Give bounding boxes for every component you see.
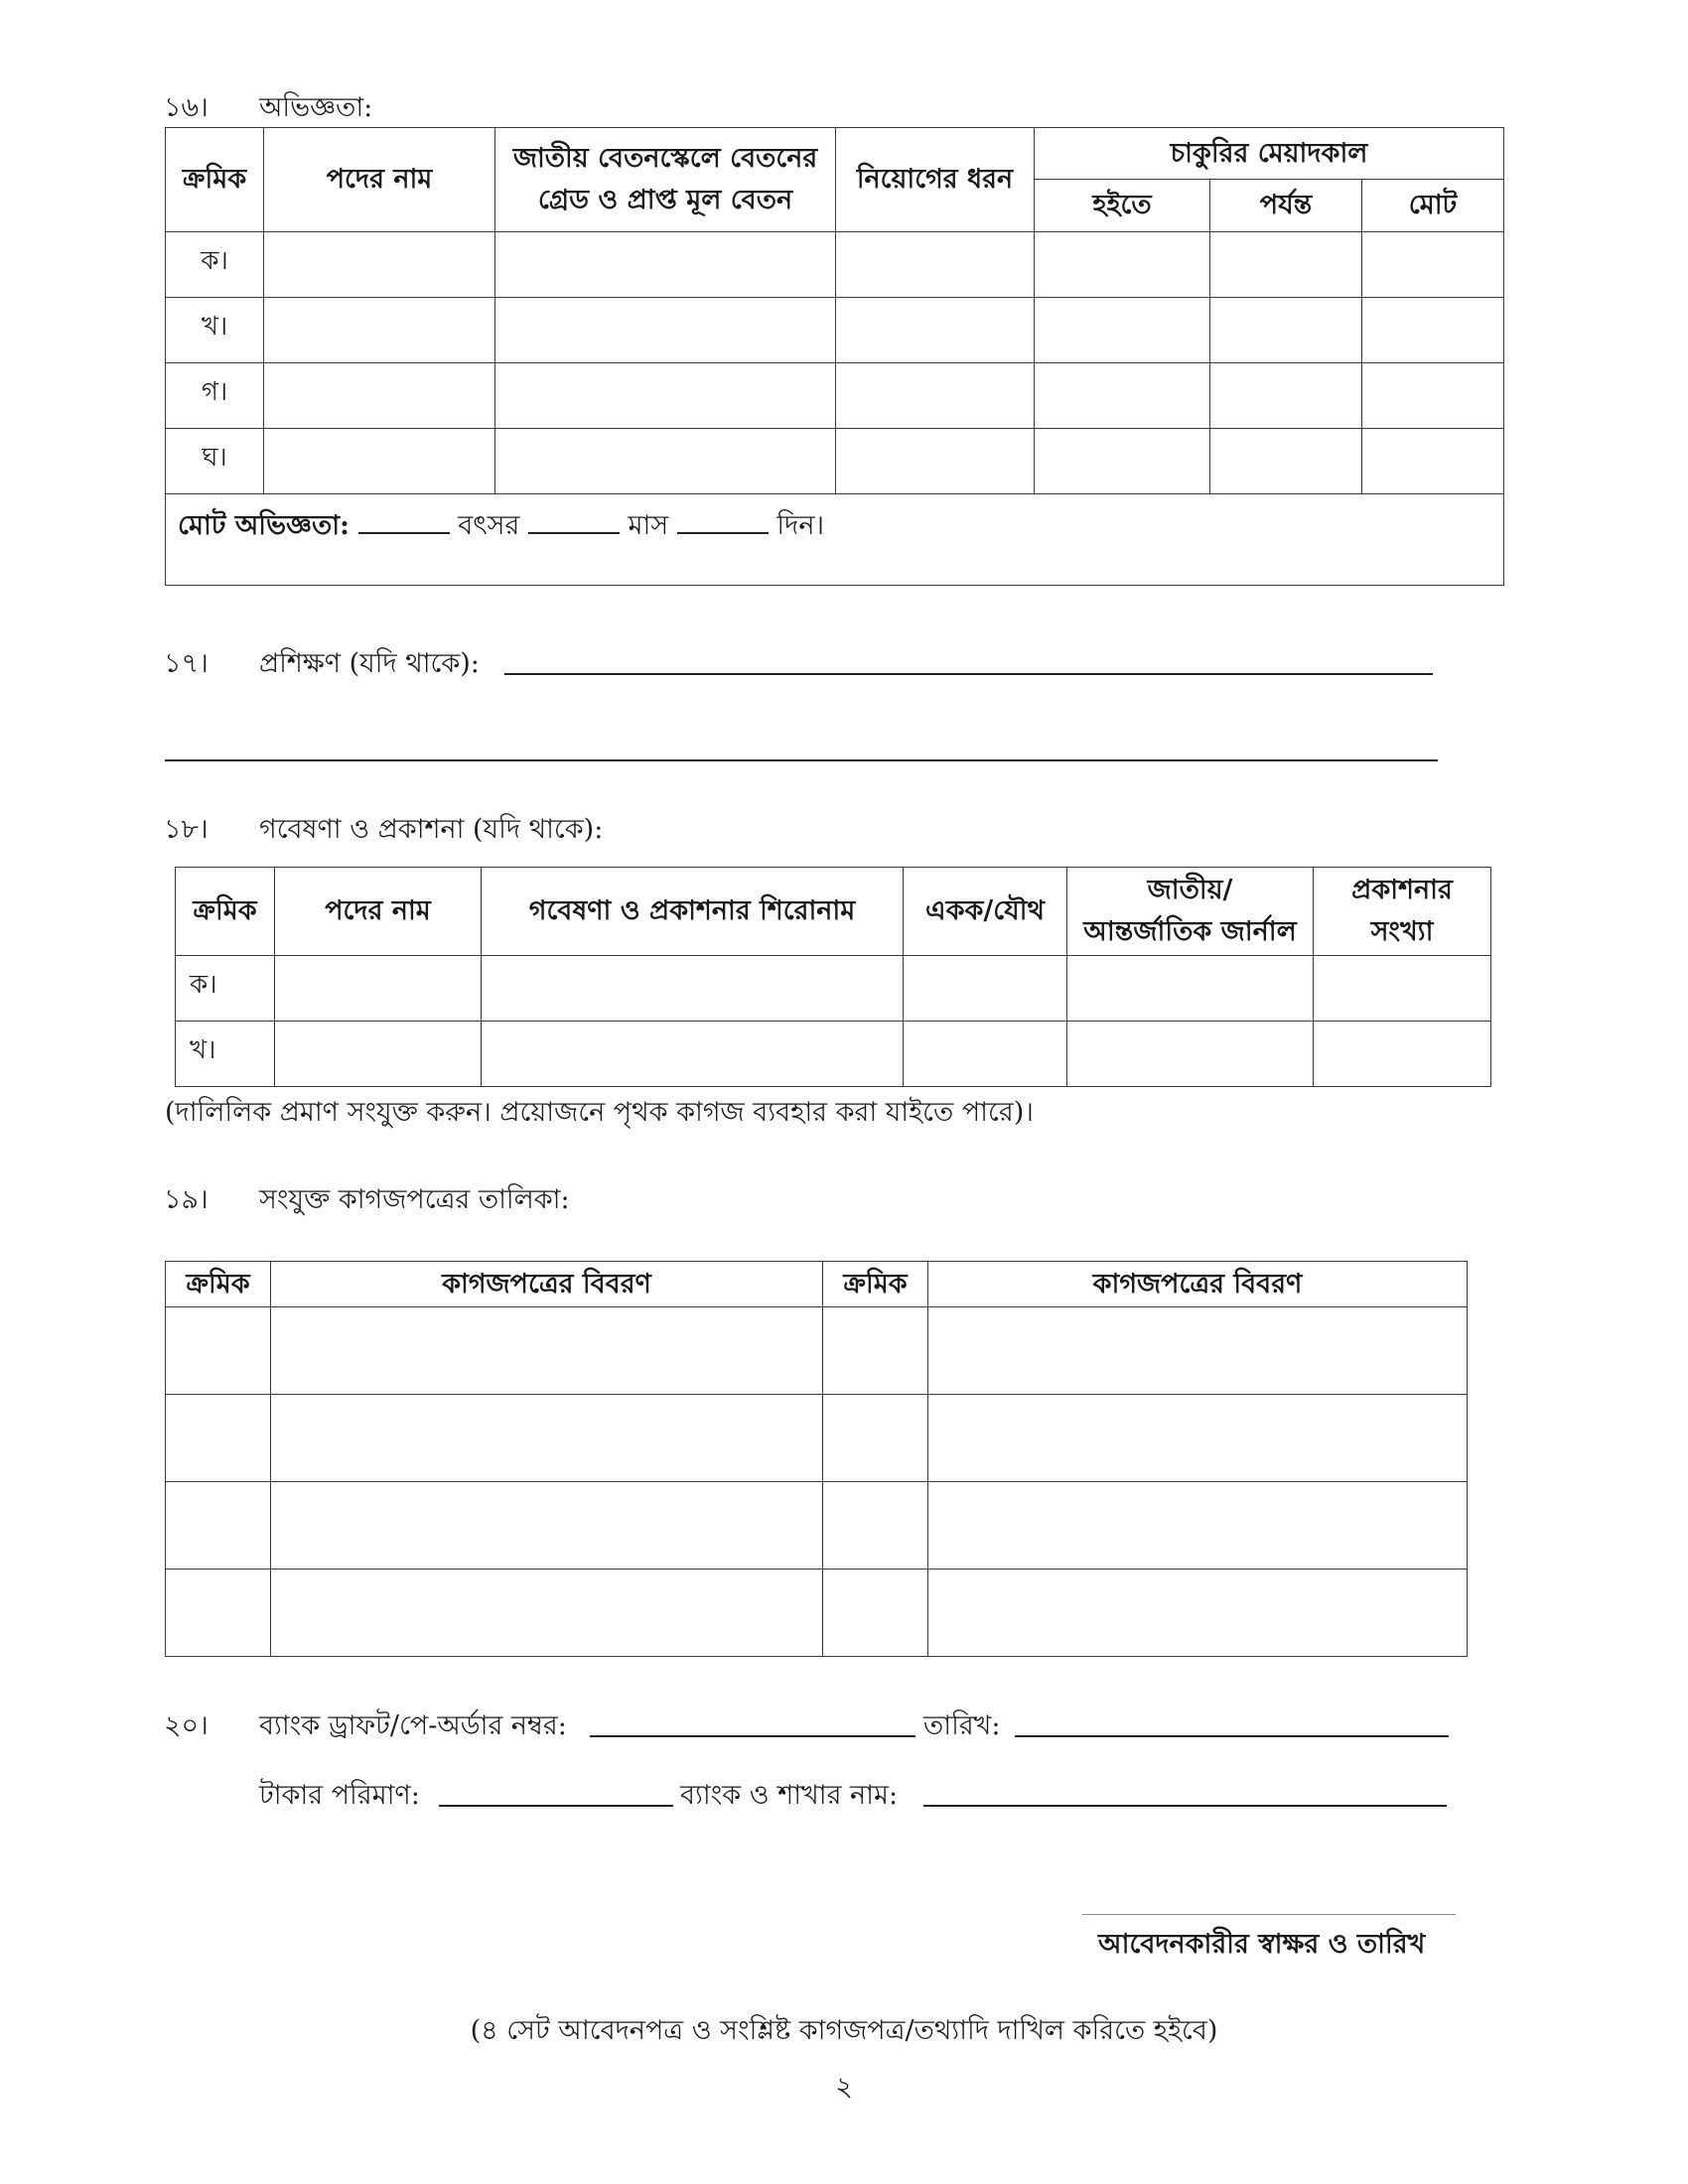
- documents-header-desc-b: কাগজপত্রের বিবরণ: [928, 1262, 1468, 1307]
- exp-cell-grade[interactable]: [495, 429, 836, 494]
- amount-field[interactable]: [439, 1805, 673, 1807]
- exp-header-post-name: পদের নাম: [264, 128, 495, 232]
- documents-header-serial-b: ক্রমিক: [823, 1262, 928, 1307]
- exp-cell-total[interactable]: [1362, 298, 1504, 363]
- documents-cell-serial-a[interactable]: [166, 1570, 271, 1657]
- research-cell-title[interactable]: [482, 956, 904, 1022]
- date-field[interactable]: [1015, 1735, 1449, 1737]
- exp-cell-to[interactable]: [1210, 298, 1362, 363]
- signature-label: আবেদনকারীর স্বাক্ষর ও তারিখ: [1098, 1929, 1426, 1960]
- amount-label: টাকার পরিমাণ:: [259, 1780, 420, 1811]
- exp-cell-from[interactable]: [1035, 363, 1210, 429]
- section-19-heading: [164, 1179, 570, 1224]
- research-cell-journal[interactable]: [1067, 1022, 1314, 1087]
- footer-note: (৪ সেট আবেদনপত্র ও সংশ্লিষ্ট কাগজপত্র/তথ্যাদি দাখিল করিতে হইবে): [470, 2015, 1218, 2046]
- table-row: [166, 1570, 1468, 1657]
- section-18-title: গবেষণা ও প্রকাশনা (যদি থাকে):: [259, 814, 604, 845]
- table-row: [176, 1022, 1491, 1087]
- bank-draft-label: ব্যাংক ড্রাফট/পে-অর্ডার নম্বর:: [259, 1710, 567, 1741]
- research-header-post-name: পদের নাম: [275, 868, 482, 956]
- exp-cell-to[interactable]: [1210, 429, 1362, 494]
- documents-cell-desc-a[interactable]: [271, 1395, 823, 1482]
- exp-cell-post-name[interactable]: [264, 363, 495, 429]
- research-table: [175, 867, 1491, 1087]
- exp-cell-grade[interactable]: [495, 363, 836, 429]
- exp-header-grade: [495, 128, 836, 232]
- exp-row-serial: ক।: [166, 232, 264, 298]
- section-18-number: ১৮।: [164, 814, 209, 845]
- exp-row-serial: খ।: [166, 298, 264, 363]
- table-row: [166, 1395, 1468, 1482]
- research-row-serial: খ।: [176, 1022, 275, 1087]
- research-header-serial: ক্রমিক: [176, 868, 275, 956]
- exp-cell-to[interactable]: [1210, 232, 1362, 298]
- documents-cell-desc-b[interactable]: [928, 1482, 1468, 1570]
- exp-row-serial: গ।: [166, 363, 264, 429]
- exp-cell-post-name[interactable]: [264, 232, 495, 298]
- exp-header-from: হইতে: [1035, 180, 1210, 232]
- months-label: মাস: [628, 510, 669, 541]
- exp-cell-post-name[interactable]: [264, 429, 495, 494]
- exp-header-service-period: চাকুরির মেয়াদকাল: [1035, 128, 1504, 180]
- exp-cell-total[interactable]: [1362, 363, 1504, 429]
- total-experience-label: মোট অভিজ্ঞতা:: [178, 510, 351, 541]
- experience-table: [165, 127, 1504, 586]
- signature-line[interactable]: [1082, 1914, 1456, 1915]
- table-row: [166, 363, 1504, 429]
- exp-header-appointment-type: নিয়োগের ধরন: [836, 128, 1035, 232]
- documents-cell-desc-b[interactable]: [928, 1395, 1468, 1482]
- documents-cell-desc-b[interactable]: [928, 1570, 1468, 1657]
- documents-cell-serial-a[interactable]: [166, 1395, 271, 1482]
- research-cell-single-joint[interactable]: [904, 956, 1067, 1022]
- section-16-heading: [164, 87, 372, 132]
- exp-cell-to[interactable]: [1210, 363, 1362, 429]
- table-row: [176, 956, 1491, 1022]
- research-row-serial: ক।: [176, 956, 275, 1022]
- research-cell-post-name[interactable]: [275, 1022, 482, 1087]
- research-cell-title[interactable]: [482, 1022, 904, 1087]
- exp-cell-appointment-type[interactable]: [836, 429, 1035, 494]
- table-row: [166, 298, 1504, 363]
- years-field[interactable]: [358, 502, 450, 534]
- exp-header-serial: ক্রমিক: [166, 128, 264, 232]
- section-16-number: ১৬।: [164, 92, 209, 123]
- exp-cell-post-name[interactable]: [264, 298, 495, 363]
- section-17-title: প্রশিক্ষণ (যদি থাকে):: [259, 648, 480, 679]
- exp-header-to: পর্যন্ত: [1210, 180, 1362, 232]
- exp-cell-grade[interactable]: [495, 232, 836, 298]
- research-cell-single-joint[interactable]: [904, 1022, 1067, 1087]
- research-header-journal-line2: আন্তর্জাতিক জার্নাল: [1083, 916, 1297, 947]
- research-cell-count[interactable]: [1314, 1022, 1491, 1087]
- bank-branch-label: ব্যাংক ও শাখার নাম:: [680, 1780, 899, 1811]
- documents-cell-desc-a[interactable]: [271, 1482, 823, 1570]
- documents-cell-serial-b[interactable]: [823, 1307, 928, 1395]
- exp-cell-from[interactable]: [1035, 298, 1210, 363]
- exp-header-total: মোট: [1362, 180, 1504, 232]
- documents-header-serial-a: ক্রমিক: [166, 1262, 271, 1307]
- research-header-title: গবেষণা ও প্রকাশনার শিরোনাম: [482, 868, 904, 956]
- research-header-count-line2: সংখ্যা: [1370, 916, 1434, 947]
- exp-cell-appointment-type[interactable]: [836, 232, 1035, 298]
- research-header-single-joint: একক/যৌথ: [904, 868, 1067, 956]
- section-16-title: অভিজ্ঞতা:: [259, 92, 373, 123]
- date-label: তারিখ:: [923, 1710, 1001, 1741]
- section-20-line-1: [164, 1706, 567, 1750]
- research-header-count-line1: প্রকাশনার: [1351, 875, 1453, 906]
- exp-cell-grade[interactable]: [495, 298, 836, 363]
- research-cell-count[interactable]: [1314, 956, 1491, 1022]
- research-header-journal-line1: জাতীয়/: [1147, 875, 1233, 906]
- days-field[interactable]: [677, 502, 769, 534]
- exp-cell-from[interactable]: [1035, 429, 1210, 494]
- exp-row-serial: ঘ।: [166, 429, 264, 494]
- documents-cell-desc-a[interactable]: [271, 1307, 823, 1395]
- page-number: ২: [835, 2072, 853, 2103]
- research-cell-post-name[interactable]: [275, 956, 482, 1022]
- documents-table: [165, 1261, 1468, 1657]
- section-20-number: ২০।: [164, 1710, 209, 1741]
- exp-header-grade-line1: জাতীয় বেতনস্কেলে বেতনের: [512, 143, 818, 175]
- bank-branch-field[interactable]: [923, 1805, 1447, 1807]
- total-experience-row: [166, 494, 1504, 586]
- days-label: দিন।: [776, 510, 825, 541]
- documents-cell-serial-b[interactable]: [823, 1395, 928, 1482]
- table-row: [166, 429, 1504, 494]
- table-row: [166, 232, 1504, 298]
- research-header-count: [1314, 868, 1491, 956]
- documents-cell-desc-b[interactable]: [928, 1307, 1468, 1395]
- documents-cell-desc-a[interactable]: [271, 1570, 823, 1657]
- table-row: [166, 1307, 1468, 1395]
- section-17-number: ১৭।: [164, 648, 209, 679]
- table-row: [166, 1482, 1468, 1570]
- exp-header-grade-line2: গ্রেড ও প্রাপ্ত মূল বেতন: [537, 185, 793, 215]
- section-17-heading: [164, 643, 480, 688]
- documents-cell-serial-b[interactable]: [823, 1482, 928, 1570]
- total-experience-cell: [166, 494, 1504, 586]
- documents-cell-serial-a[interactable]: [166, 1482, 271, 1570]
- exp-cell-total[interactable]: [1362, 232, 1504, 298]
- training-field-line-1[interactable]: [504, 673, 1433, 675]
- exp-cell-appointment-type[interactable]: [836, 298, 1035, 363]
- exp-cell-from[interactable]: [1035, 232, 1210, 298]
- training-field-line-2[interactable]: [165, 759, 1438, 761]
- bank-draft-number-field[interactable]: [590, 1735, 915, 1737]
- section-19-title: সংযুক্ত কাগজপত্রের তালিকা:: [259, 1184, 570, 1215]
- months-field[interactable]: [528, 502, 620, 534]
- exp-cell-appointment-type[interactable]: [836, 363, 1035, 429]
- exp-cell-total[interactable]: [1362, 429, 1504, 494]
- documents-cell-serial-a[interactable]: [166, 1307, 271, 1395]
- section-19-number: ১৯।: [164, 1184, 209, 1215]
- years-label: বৎসর: [458, 510, 520, 541]
- research-header-journal: [1067, 868, 1314, 956]
- documents-cell-serial-b[interactable]: [823, 1570, 928, 1657]
- research-note: (দালিলিক প্রমাণ সংযুক্ত করুন। প্রয়োজনে পৃথক কাগজ ব্যবহার করা যাইতে পারে)।: [165, 1097, 1034, 1128]
- section-18-heading: [164, 809, 603, 854]
- research-cell-journal[interactable]: [1067, 956, 1314, 1022]
- documents-header-desc-a: কাগজপত্রের বিবরণ: [271, 1262, 823, 1307]
